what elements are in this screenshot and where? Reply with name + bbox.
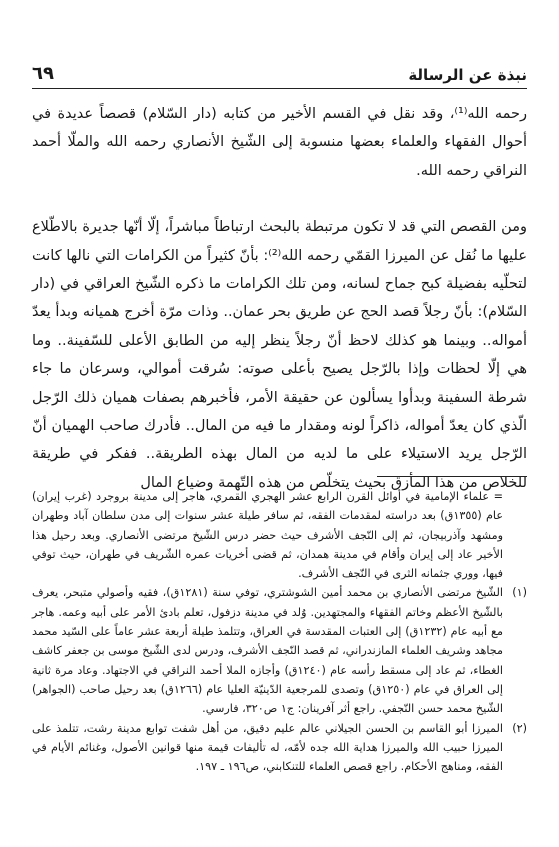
- footnotes: [32, 487, 527, 776]
- paragraph-2: ومن القصص التي قد لا تكون مرتبطة بالبحث ارتباطاً مباشراً، إلّا أنّها جديرة بالاطّلاع عليها ما نُقل عن الميرزا القمّي رحمه الله⁽²⁾: بأنّ كثيراً من الكرامات التي نالها كانت لتحلّيه بفضيلة كبح جماح لسانه، ومن تلك الكرامات ما ذكره الشّيخ العراقي في (دار السّلام): بأنّ رجلاً قصد الحج عن طريق بحر عمان.. وذات مرّة أخرج همیانه وبدأ يعدّ أمواله.. وبينما هو كذلك لاحظ أنّ رجلاً ينظر إليه من الطابق الأعلى للسّفينة.. وما هي إلّا لحظات وإذا بالرّجل يصيح بأعلى صوته: سُرقت أموالي، وسرعان ما جاء شرطة السفينة وبدأوا يسألون عن حقيقة الأمر، فأخبرهم بصفات هميان ذلك الرّجل الّذي كان يعدّ أمواله، ذاكراً لونه ومقدار ما فيه من المال.. فأدرك صاحب الهميان أنّ الرّجل يريد الاستيلاء على ما لديه من المال بهذه الطريقة.. ففكر في طريقة للخلاص من هذا المأزق بحيث يتخلّص من هذه التّهمة وضياع المال: [32, 219, 527, 491]
- paragraph-1: رحمه الله⁽¹⁾، وقد نقل في القسم الأخير من كتابه (دار السّلام) قصصاً عديدة في أحوال الفقهاء والعلماء بعضها منسوبة إلى الشّيخ الأنصاري رحمه الله والملّا أحمد النراقي رحمه الله.: [32, 106, 527, 179]
- page-number: ٦٩: [32, 63, 54, 84]
- footnote-1: [32, 583, 527, 718]
- main-text: [32, 100, 527, 497]
- footnote-2: [32, 719, 527, 777]
- footnote-1-text: الشّيخ مرتضى الأنصاري بن محمد أمين الشوشتري، توفي سنة (١٢٨١ق)، فقيه وأصولي متبحر، يعرف بالشّيخ الأعظم وخاتم الفقهاء والمجتهدين. وُلد في مدينة دزفول، تعلم بادئ الأمر على أبيه وعمه. هاجر مع أبيه عام (١٢٣٢ق) إلى العتبات المقدسة في العراق، وتتلمذ طيلة أربعة عشر عاماً على السّيد محمد مجاهد وشريف العلماء المازندراني، ثم قصد النّجف الأشرف، ودرس لدى الشّيخ موسى بن جعفر كاشف الغطاء، ثم عاد إلى مسقط رأسه عام (١٢٤٠ق) وأجازه الملا أحمد النراقي في الاجتهاد. وعاد مرة ثانية إلى العراق في عام (١٢٥٠ق) وتصدى للمرجعية الدّينيّة العليا عام (١٢٦٦ق) بعد رحيل صاحب (الجواهر) الشّيخ محمد حسن النّجفي. راجع أثر آفرينان: ج١ ص٣٢٠، فارسي.: [32, 586, 503, 716]
- footnote-1-number: (١): [512, 586, 527, 600]
- footnote-separator: [377, 476, 527, 477]
- running-title: نبذة عن الرسالة: [408, 66, 527, 84]
- footnote-continuation: [32, 487, 527, 583]
- footnote-continuation-text: = علماء الإمامية في أوائل القرن الرابع عشر الهجري القمري، هاجر إلى مدينة بروجرد (غرب إيران) عام (١٣٥٥ق) بعد دراسته لمقدمات الفقه، ثم سافر طيلة عشر سنوات إلى مدن سلطان آباد وطهران ومشهد وآذربيجان، ثم إلى النّجف الأشرف حيث حضر درس الشّيخ مرتضى الأنصاري. وبعد رحيل هذا الأخير عاد إلى إيران وأقام في مدينة همدان، ثم قضى أخريات عمره الشّريف في طهران، حيث توفي فيها، ووري جثمانه الثرى في النّجف الأشرف.: [32, 490, 503, 581]
- footnote-2-text: الميرزا أبو القاسم بن الحسن الجيلاني عالم عليم دقيق، من أهل شفت توابع مدينة رشت، تتلمذ على الميرزا حبيب الله والميرزا هداية الله جده لأمّه، له تأليفات قيمة منها قوانين الأصول، وغنائم الأيام في الفقه، ومناهج الأحكام. راجع قصص العلماء للتنكابني، ص١٩٦ ـ ١٩٧.: [32, 721, 503, 774]
- footnote-2-number: (٢): [512, 721, 527, 735]
- page-header: [32, 54, 527, 89]
